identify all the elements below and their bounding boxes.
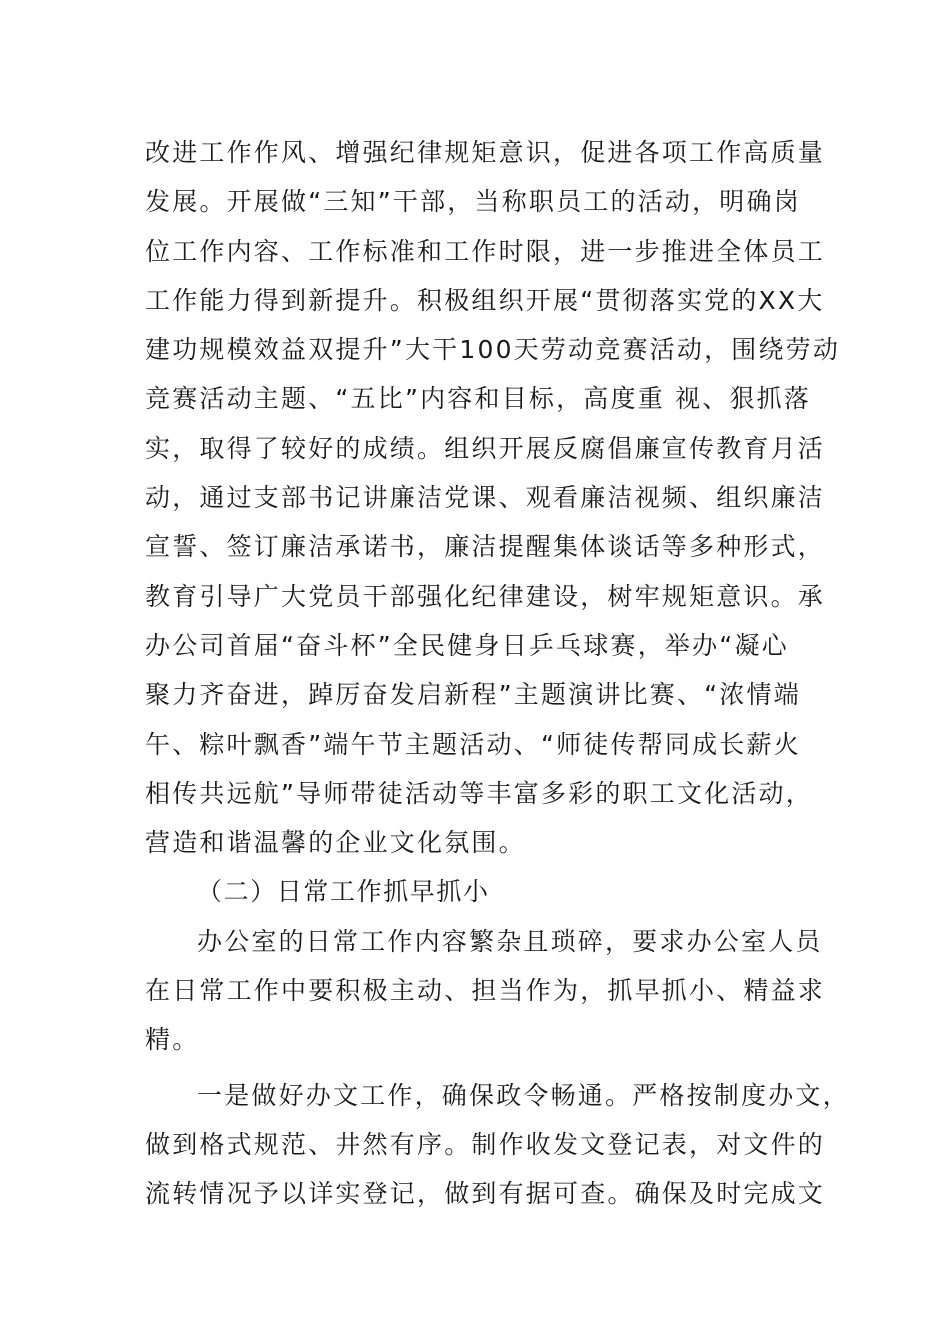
paragraph-activities xyxy=(145,128,841,867)
text-line: 做到格式规范、井然有序。制作收发文登记表，对文件的 xyxy=(145,1129,826,1159)
text-line: 发展。开展做“三知”干部，当称职员工的活动，明确岗 xyxy=(145,187,801,217)
text-line: 营造和谐温馨的企业文化氛围。 xyxy=(145,828,526,858)
text-line: 相传共远航”导师带徒活动等丰富多彩的职工文化活动， xyxy=(145,778,813,808)
text-line: 在日常工作中要积极主动、担当作为，抓早抓小、精益求 xyxy=(145,976,826,1006)
text-line: 建功规模效益双提升”大干100天劳动竞赛活动，围绕劳动 xyxy=(145,335,841,365)
text-line: 一是做好办文工作，确保政令畅通。严格按制度办文， xyxy=(197,1080,850,1110)
text-line: 动，通过支部书记讲廉洁党课、观看廉洁视频、组织廉洁 xyxy=(145,483,826,513)
paragraph-daily-work xyxy=(145,917,825,1065)
text-line: 教育引导广大党员干部强化纪律建设，树牢规矩意识。承 xyxy=(145,581,826,611)
text-line: 流转情况予以详实登记，做到有据可查。确保及时完成文 xyxy=(145,1179,826,1209)
text-line: 午、粽叶飘香”端午节主题活动、“师徒传帮同成长薪火 xyxy=(145,729,801,759)
text-line: 位工作内容、工作标准和工作时限，进一步推进全体员工 xyxy=(145,236,826,266)
text-line: 竞赛活动主题、“五比”内容和目标，高度重 视、狠抓落 xyxy=(145,384,812,414)
section-heading: （二）日常工作抓早抓小 xyxy=(197,877,490,907)
text-line: 实，取得了较好的成绩。组织开展反腐倡廉宣传教育月活 xyxy=(145,433,826,463)
text-line: 工作能力得到新提升。积极组织开展“贯彻落实党的XX大 xyxy=(145,285,825,315)
document-body xyxy=(145,128,850,1219)
text-line: 办公室的日常工作内容繁杂且琐碎，要求办公室人员 xyxy=(197,926,823,956)
text-line: 改进工作作风、增强纪律规矩意识，促进各项工作高质量 xyxy=(145,138,826,167)
text-line: 聚力齐奋进，踔厉奋发启新程”主题演讲比赛、“浓情端 xyxy=(145,680,801,710)
text-line: 精。 xyxy=(145,1025,200,1055)
text-line: 办公司首届“奋斗杯”全民健身日乒乓球赛，举办“凝心 xyxy=(145,630,789,660)
text-line: 宣誓、签订廉洁承诺书，廉洁提醒集体谈话等多种形式， xyxy=(145,532,826,562)
paragraph-document-handling xyxy=(145,1071,850,1219)
